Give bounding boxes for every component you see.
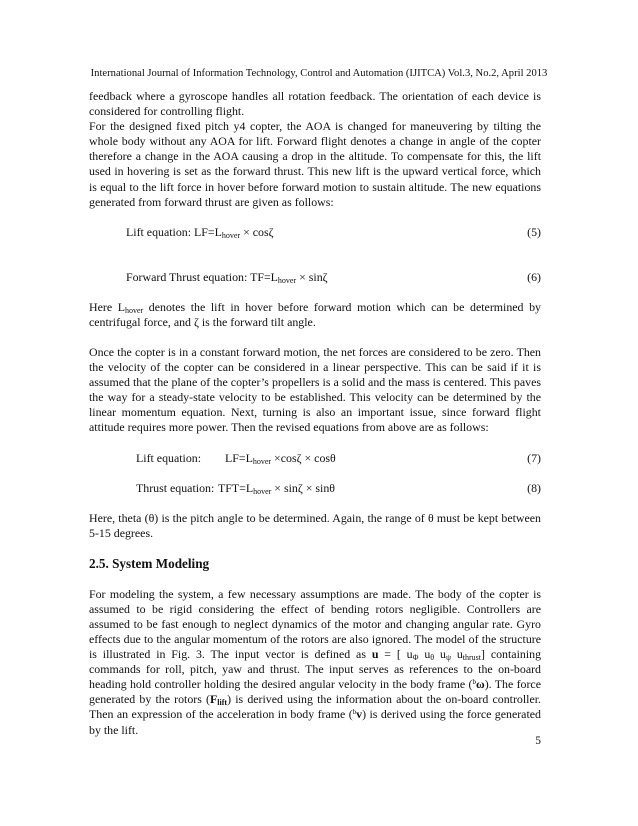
page-number: 5 <box>535 735 541 747</box>
paragraph-4: Once the copter is in a constant forward motion, the net forces are considered to be zero. Then the velocity of the copter can be considered in a linear perspective. This can be said if it is assumed that the plane of the copter’s propellers is a solid and the mass is centered. This paves the way for a steady-state velocity to be established. This velocity can be determined by the linear momentum equation. Next, turning is also an important issue, since forward flight attitude requires more power. Then the revised equations from above are as follows: <box>89 344 541 435</box>
equation-6-expression: Forward Thrust equation: $TF=L_{hover} \times \sin\zeta$ <box>126 269 328 285</box>
paragraph-3: Here $L_{hover}$ denotes the lift in hover before forward motion which can be determined by centrifugal force, and ζ is the forward tilt angle. <box>89 299 541 329</box>
equation-8 <box>89 481 541 496</box>
equation-8-number: (8) <box>527 480 541 495</box>
paragraph-6: For modeling the system, a few necessary assumptions are made. The body of the copter is assumed to be rigid considering the effect of bending rotors negligible. Controllers are assumed to be fast enough to neglect dynamics of the motor and changing angular rate. Gyro effects due to the angular momentum of the rotors are also ignored. The model of the structure is illustrated in Fig. 3. The input vector is defined as u = [ $u_\Phi$ $u_\theta$ $u_\psi$ $u_{thrust}$] containing commands for roll, pitch, yaw and thrust. The input serves as references to the on-board heading hold controller holding the desired angular velocity in the body frame ($^b$ω). The force generated by the rotors $(F_{lift})$ is derived using the information about the on-board controller. Then an expression of the acceleration in body frame ($^b$v) is derived using the force generated by the lift. <box>89 586 542 737</box>
equation-5-number: (5) <box>527 224 541 239</box>
section-heading: 2.5. System Modeling <box>89 555 210 571</box>
spacer <box>89 466 541 481</box>
spacer <box>89 255 541 270</box>
spacer <box>89 541 541 556</box>
body-text <box>89 89 541 738</box>
spacer <box>89 330 541 345</box>
equation-8-expression: Thrust equation: $TFT=L_{hover} \times \sin\zeta \times \sin\theta$ <box>136 480 336 496</box>
equation-7 <box>89 451 541 466</box>
paragraph-1: feedback where a gyroscope handles all rotation feedback. The orientation of each device is considered for controlling flight. <box>89 89 541 119</box>
equation-5 <box>89 225 541 240</box>
spacer <box>89 436 541 451</box>
paragraph-5: Here, theta (θ) is the pitch angle to be determined. Again, the range of θ must be kept between 5-15 degrees. <box>89 510 541 540</box>
paragraph-2: For the designed fixed pitch y4 copter, the AOA is changed for maneuvering by tilting the whole body without any AOA for lift. Forward flight denotes a change in angle of the copter therefore a change in the AOA causing a drop in the altitude. To compensate for this, the lift used in hovering is set as the forward thrust. This new lift is the upward vertical force, which is equal to the lift force in hover before forward motion to sustain altitude. The new equations generated from forward thrust are given as follows: <box>89 119 541 209</box>
equation-6 <box>89 270 541 285</box>
running-header: International Journal of Information Technology, Control and Automation (IJITCA) Vol.3, No.2, April 2013 <box>90 68 548 79</box>
spacer <box>89 285 541 300</box>
equation-5-expression: Lift equation: $LF=L_{hover} \times \cos\zeta$ <box>126 224 274 240</box>
spacer <box>89 496 541 511</box>
spacer <box>89 240 541 255</box>
equation-7-number: (7) <box>527 450 541 465</box>
spacer <box>89 572 541 587</box>
spacer <box>89 210 541 225</box>
equation-7-expression: Lift equation: $LF=L_{hover} \times\cos\zeta \times \cos\theta$ <box>136 450 336 466</box>
equation-6-number: (6) <box>527 269 541 284</box>
